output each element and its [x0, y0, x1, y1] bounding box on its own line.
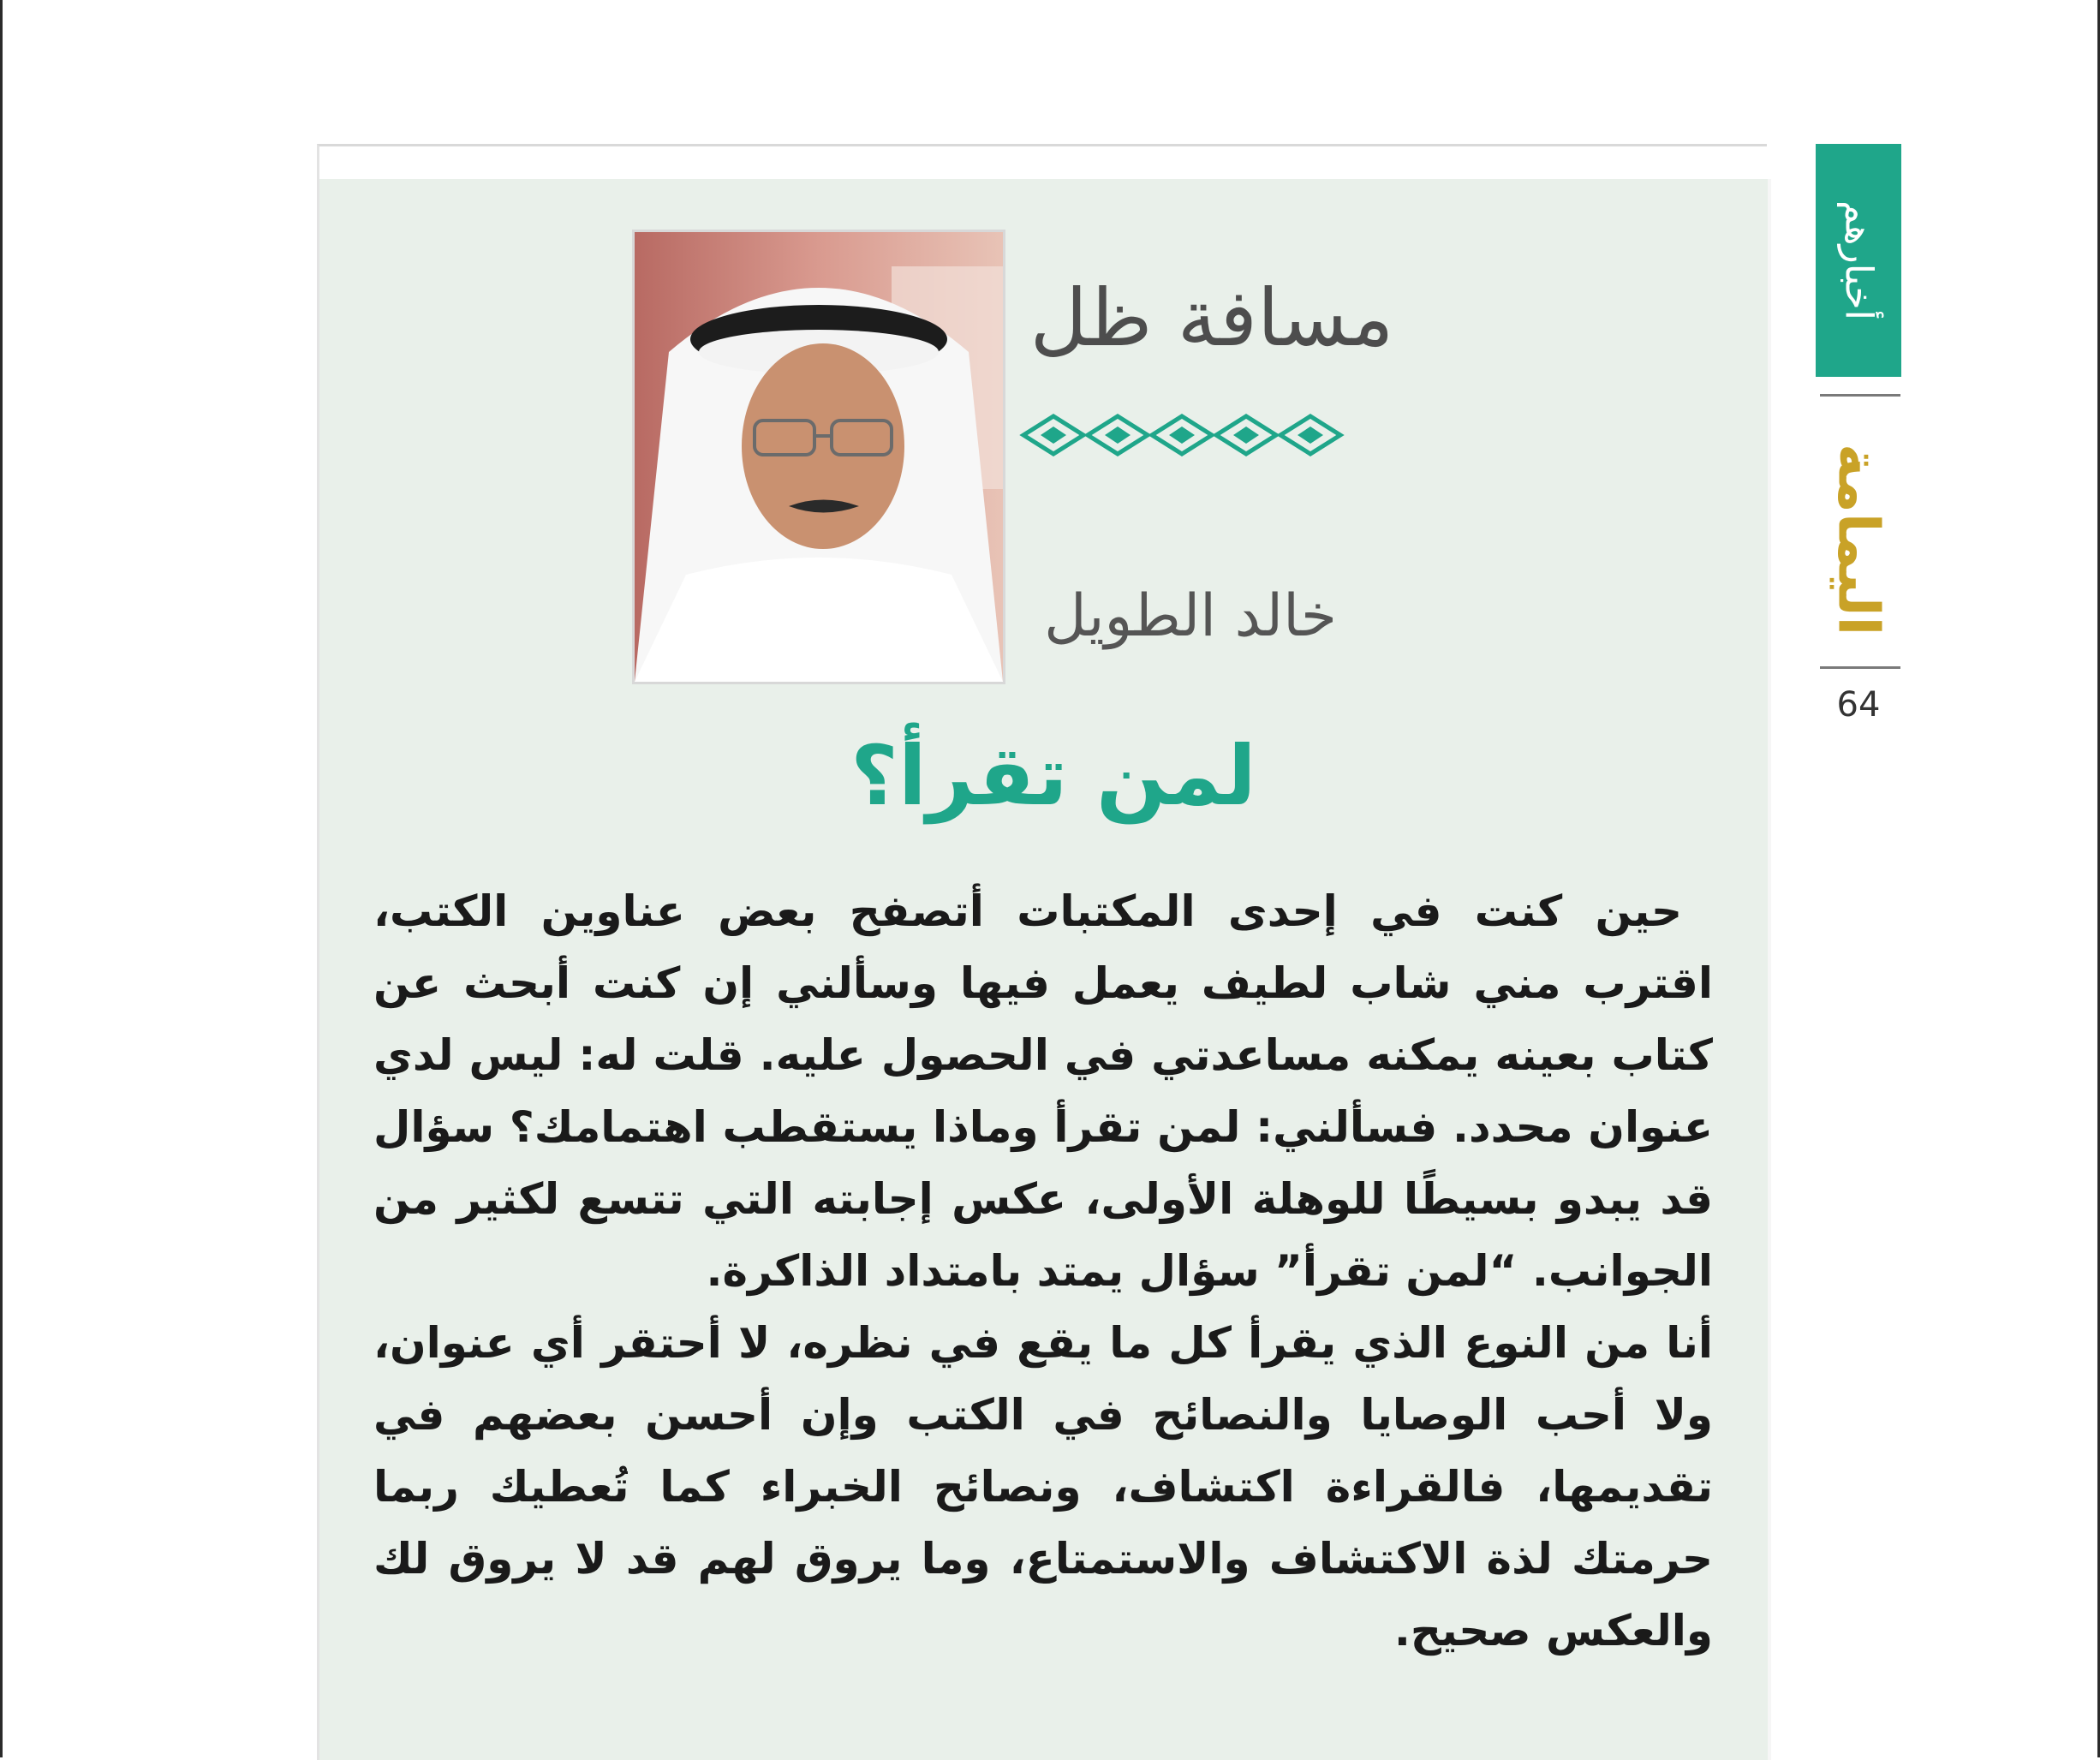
section-label: أخبارهم	[1836, 200, 1881, 320]
column-edge	[1768, 179, 1771, 1760]
magazine-logo	[1816, 411, 1901, 668]
strip-divider-top	[1820, 394, 1900, 397]
article-body	[373, 875, 1713, 1667]
magazine-logo-text: اليمامة	[1825, 443, 1892, 636]
strip-divider-bottom	[1820, 666, 1900, 669]
section-tab	[1816, 144, 1901, 377]
author-photo	[632, 230, 1005, 684]
page-number: 64	[1836, 685, 1881, 725]
article-paragraph-2: أنا من النوع الذي يقرأ كل ما يقع في نظره، لا أحتقر أي عنوان، ولا أحب الوصايا والنصائح في الكتب وإن أحسن بعضهم في تقديمها، فالقراءة اكتشاف، ونصائح الخبراء كما تُعطيك ربما حرمتك لذة الاكتشاف والاستمتاع، وما يروق لهم قد لا يروق لك والعكس صحيح.	[373, 1318, 1713, 1656]
article-headline: لمن تقرأ؟	[850, 728, 1256, 824]
diamond-ornament-icon	[1019, 409, 1353, 461]
column-name: مسافة ظل	[1029, 272, 1394, 364]
article-paragraph-1: حين كنت في إحدى المكتبات أتصفح بعض عناوين الكتب، اقترب مني شاب لطيف يعمل فيها وسألني إن كنت أبحث عن كتاب بعينه يمكنه مساعدتي في الحصول عليه. قلت له: ليس لدي عنوان محدد. فسألني: لمن تقرأ وماذا يستقطب اهتمامك؟ سؤال قد يبدو بسيطًا للوهلة الأولى، عكس إجابته التي تتسع لكثير من الجوانب. “لمن تقرأ” سؤال يمتد بامتداد الذاكرة.	[373, 886, 1713, 1296]
author-portrait-image	[635, 232, 1003, 682]
frame-border-left	[0, 0, 3, 1757]
author-name: خالد الطويل	[1044, 582, 1337, 650]
